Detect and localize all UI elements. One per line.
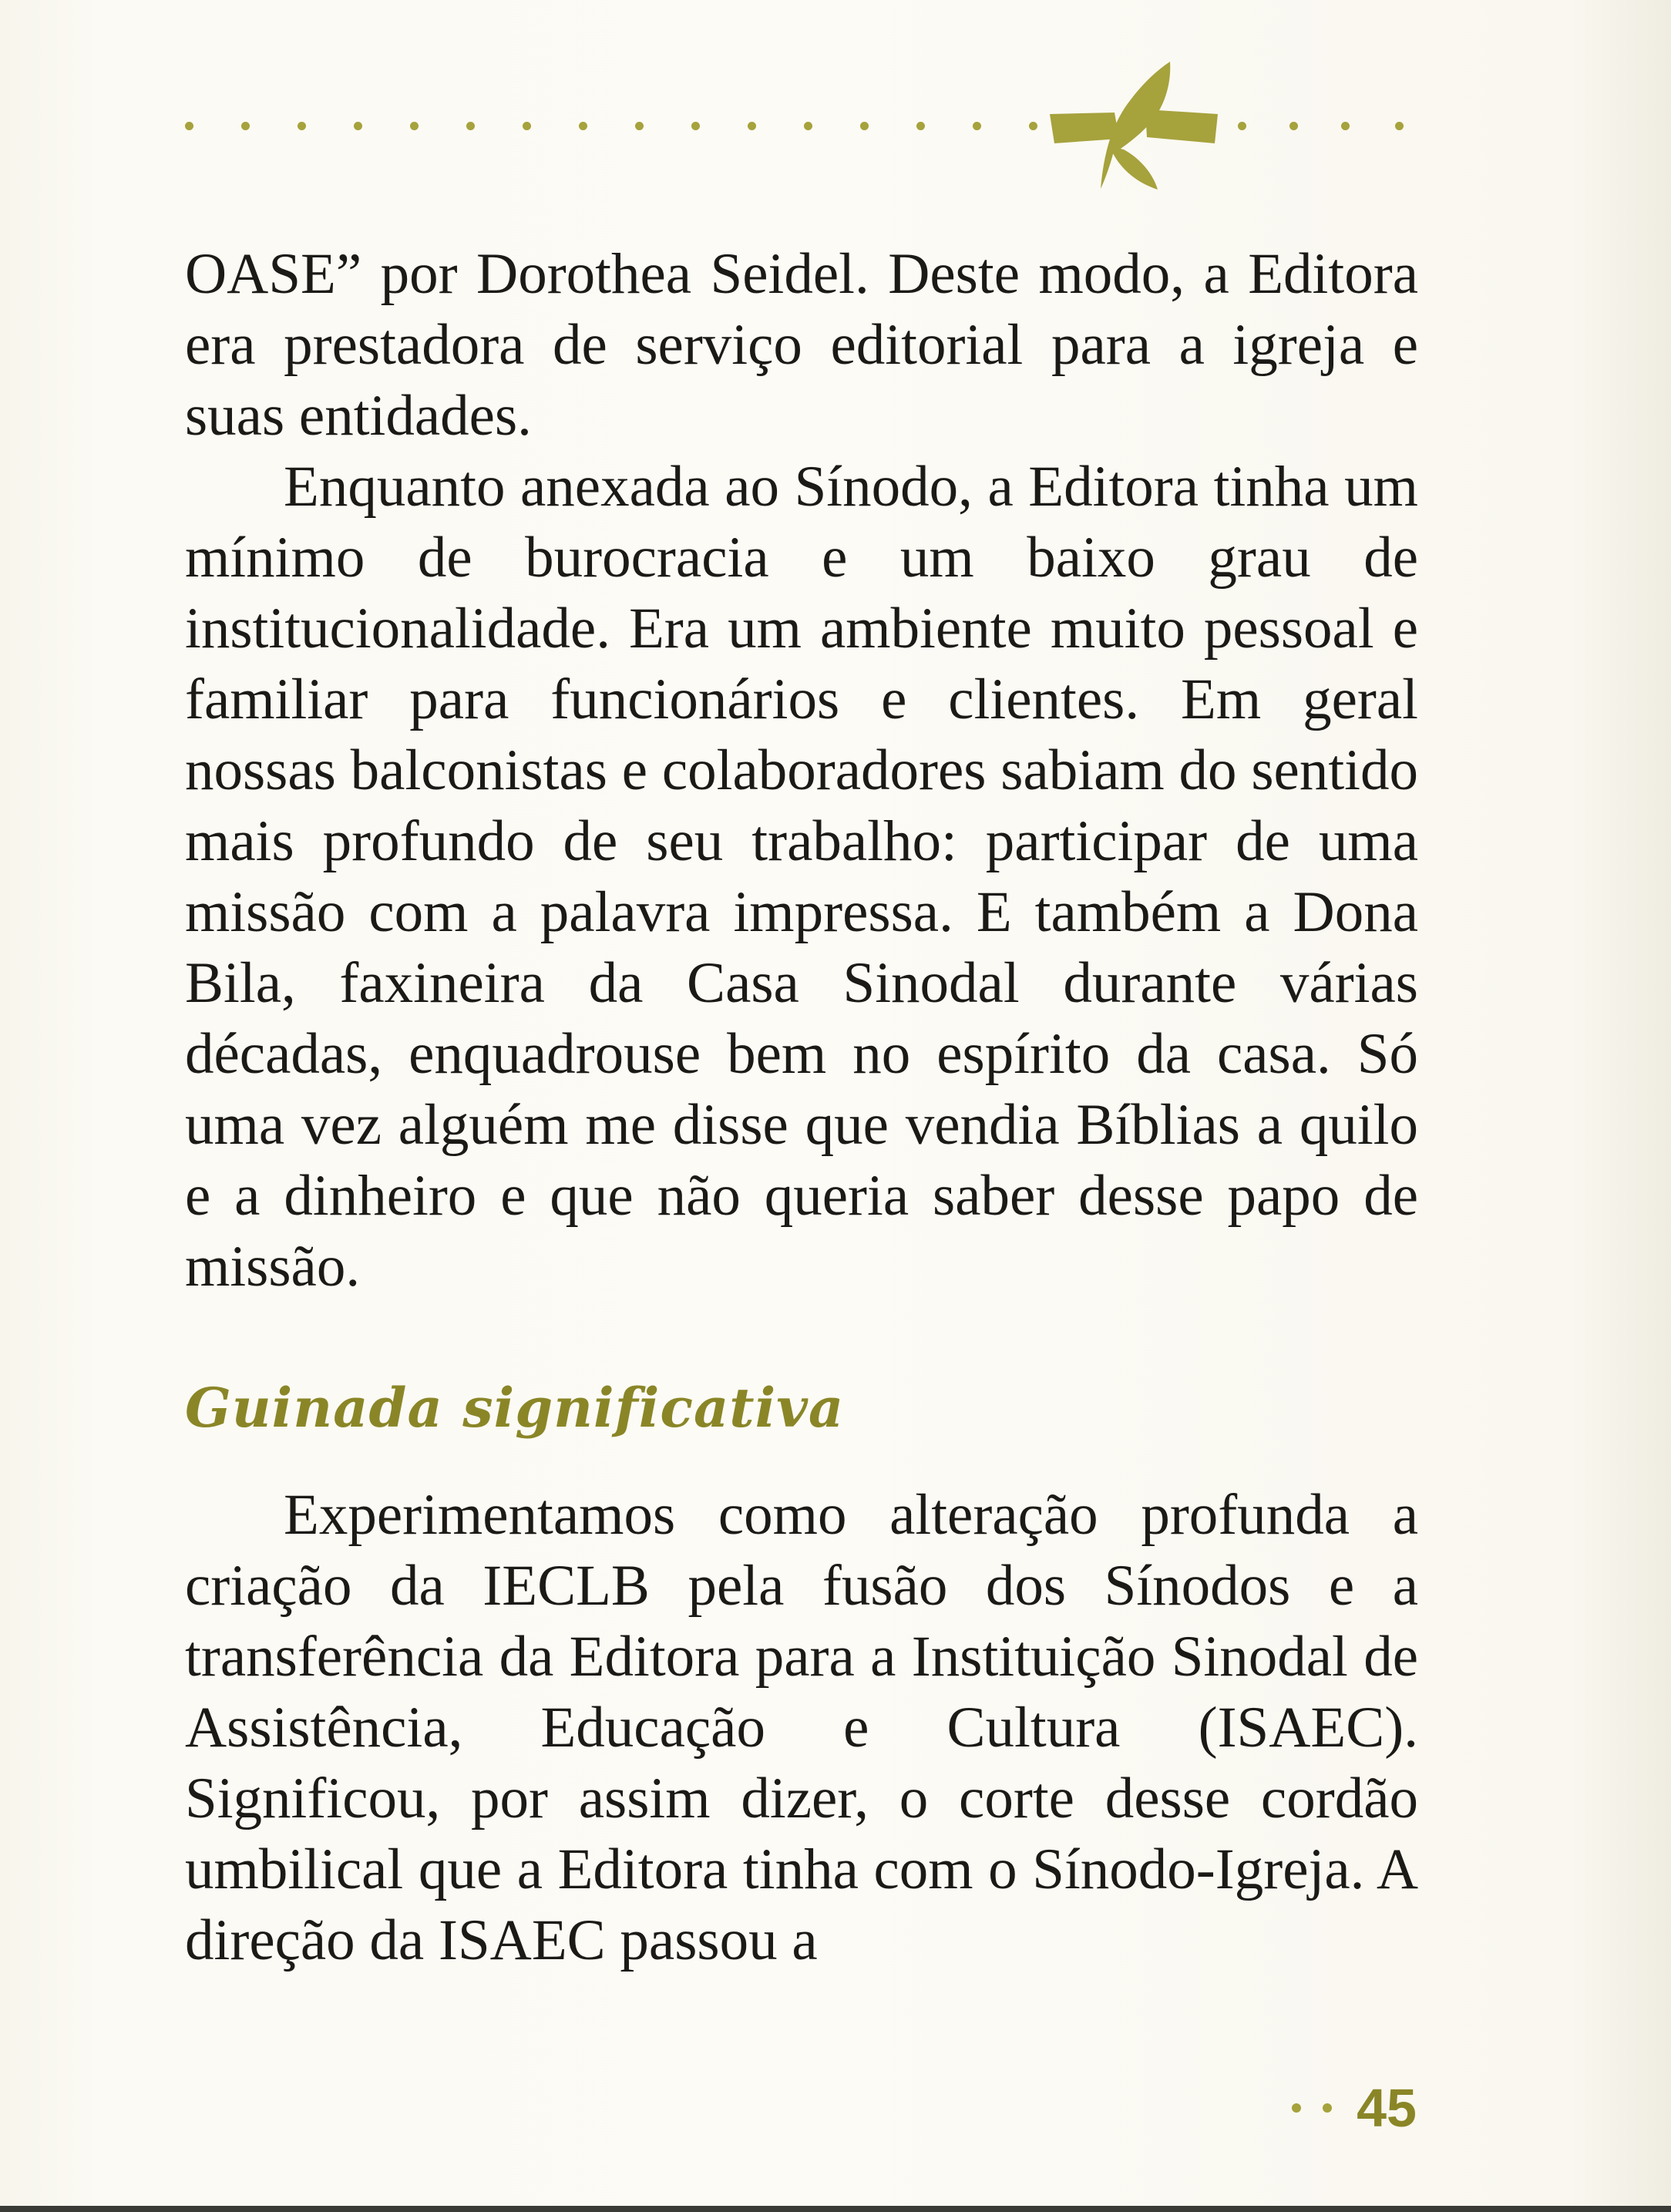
folio-dot <box>1292 2103 1301 2113</box>
page-folio <box>1292 2073 1417 2143</box>
header-dot <box>523 122 531 130</box>
body-text-bottom <box>185 1480 1418 1976</box>
section-heading: Guinada significativa <box>185 1376 845 1440</box>
header-dot <box>354 122 362 130</box>
paragraph: OASE” por Dorothea Seidel. Deste modo, a Editora era prestadora de serviço editorial para a igreja e suas entidades. <box>185 242 1418 448</box>
header-dot <box>1289 122 1298 130</box>
header-dot <box>298 122 306 130</box>
header-dot <box>635 122 644 130</box>
page-bottom-edge <box>0 2206 1671 2212</box>
header-dot <box>466 122 475 130</box>
paragraph: Enquanto anexada ao Sínodo, a Editora tinha um mínimo de burocracia e um baixo grau de institucionalidade. Era um ambiente muito pessoal e familiar para funcionários e clientes. Em geral nossas balconistas e colaboradores sabiam do sentido mais profundo de seu trabalho: participar de uma missão com a palavra impressa. E também a Dona Bila, faxineira da Casa Sinodal durante várias décadas, enquadrouse bem no espírito da casa. Só uma vez alguém me disse que vendia Bíblias a quilo e a dinheiro e que não queria saber desse papo de missão. <box>185 455 1418 1299</box>
body-text-top <box>185 239 1418 1303</box>
header-dot <box>410 122 419 130</box>
folio-dot <box>1323 2103 1332 2113</box>
header-dot <box>185 122 193 130</box>
header-dot <box>241 122 250 130</box>
header-dot <box>1341 122 1350 130</box>
header-dot <box>973 122 981 130</box>
header-dot <box>579 122 587 130</box>
leaf-cross-logo-icon <box>1017 31 1249 216</box>
paragraph: Experimentamos como alteração profunda a criação da IECLB pela fusão dos Sínodos e a transferência da Editora para a Instituição Sinodal de Assistência, Educação e Cultura (ISAEC). Significou, por assim dizer, o corte desse cordão umbilical que a Editora tinha com o Sínodo-Igreja. A direção da ISAEC passou a <box>185 1483 1418 1972</box>
header-dot <box>691 122 700 130</box>
header-dot <box>916 122 925 130</box>
page-number: 45 <box>1357 2078 1417 2138</box>
header-dot <box>804 122 812 130</box>
header-dot <box>860 122 869 130</box>
header-dot <box>748 122 756 130</box>
header-dot <box>1395 122 1404 130</box>
